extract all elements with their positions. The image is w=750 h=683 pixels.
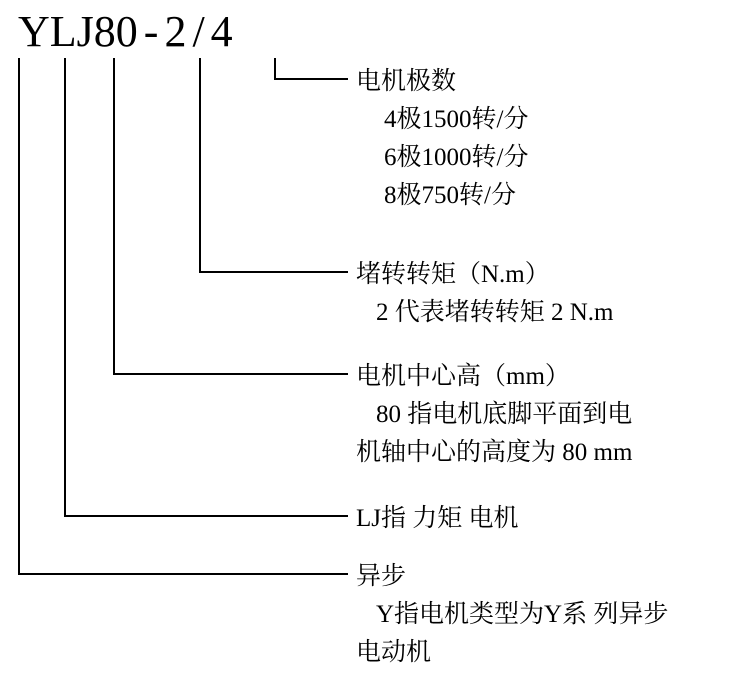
callout-lj-heading: LJ指 力矩 电机 (356, 505, 519, 532)
code-poles: 4 (210, 7, 233, 56)
callout-center-height-heading: 电机中心高（mm） (356, 363, 570, 390)
code-slash: / (192, 7, 205, 56)
callout-poles-line-3: 8极750转/分 (384, 182, 516, 209)
callout-poles-heading: 电机极数 (356, 68, 457, 95)
callout-lj (356, 500, 519, 538)
leader-hline-center-height (113, 373, 348, 375)
code-torque: 2 (164, 7, 187, 56)
callout-torque-heading: 堵转转矩（N.m） (356, 261, 550, 288)
leader-vline-lj (64, 58, 66, 517)
leader-vline-poles (274, 58, 276, 80)
leader-hline-lj (64, 515, 348, 517)
leader-vline-torque (199, 58, 201, 273)
callout-torque-line-1: 2 代表堵转转矩 2 N.m (376, 299, 614, 326)
callout-center-height-line-2: 机轴中心的高度为 80 mm (356, 439, 633, 466)
callout-poles (356, 63, 528, 215)
leader-hline-poles (274, 78, 348, 80)
code-prefix: YLJ80 (18, 7, 138, 56)
code-dash: - (143, 7, 159, 56)
leader-hline-torque (199, 271, 348, 273)
model-code (18, 6, 233, 57)
callout-center-height-line-1: 80 指电机底脚平面到电 (376, 401, 633, 428)
callout-center-height (356, 358, 632, 472)
callout-async (356, 558, 668, 672)
callout-torque (356, 256, 614, 332)
callout-poles-line-2: 6极1000转/分 (384, 144, 529, 171)
callout-async-line-2: 电动机 (356, 639, 432, 666)
leader-hline-async (18, 573, 348, 575)
callout-async-line-1: Y指电机类型为Y系 列异步 (376, 601, 669, 628)
leader-vline-async (18, 58, 20, 575)
leader-vline-center-height (113, 58, 115, 375)
callout-poles-line-1: 4极1500转/分 (384, 106, 529, 133)
callout-async-heading: 异步 (356, 563, 407, 590)
